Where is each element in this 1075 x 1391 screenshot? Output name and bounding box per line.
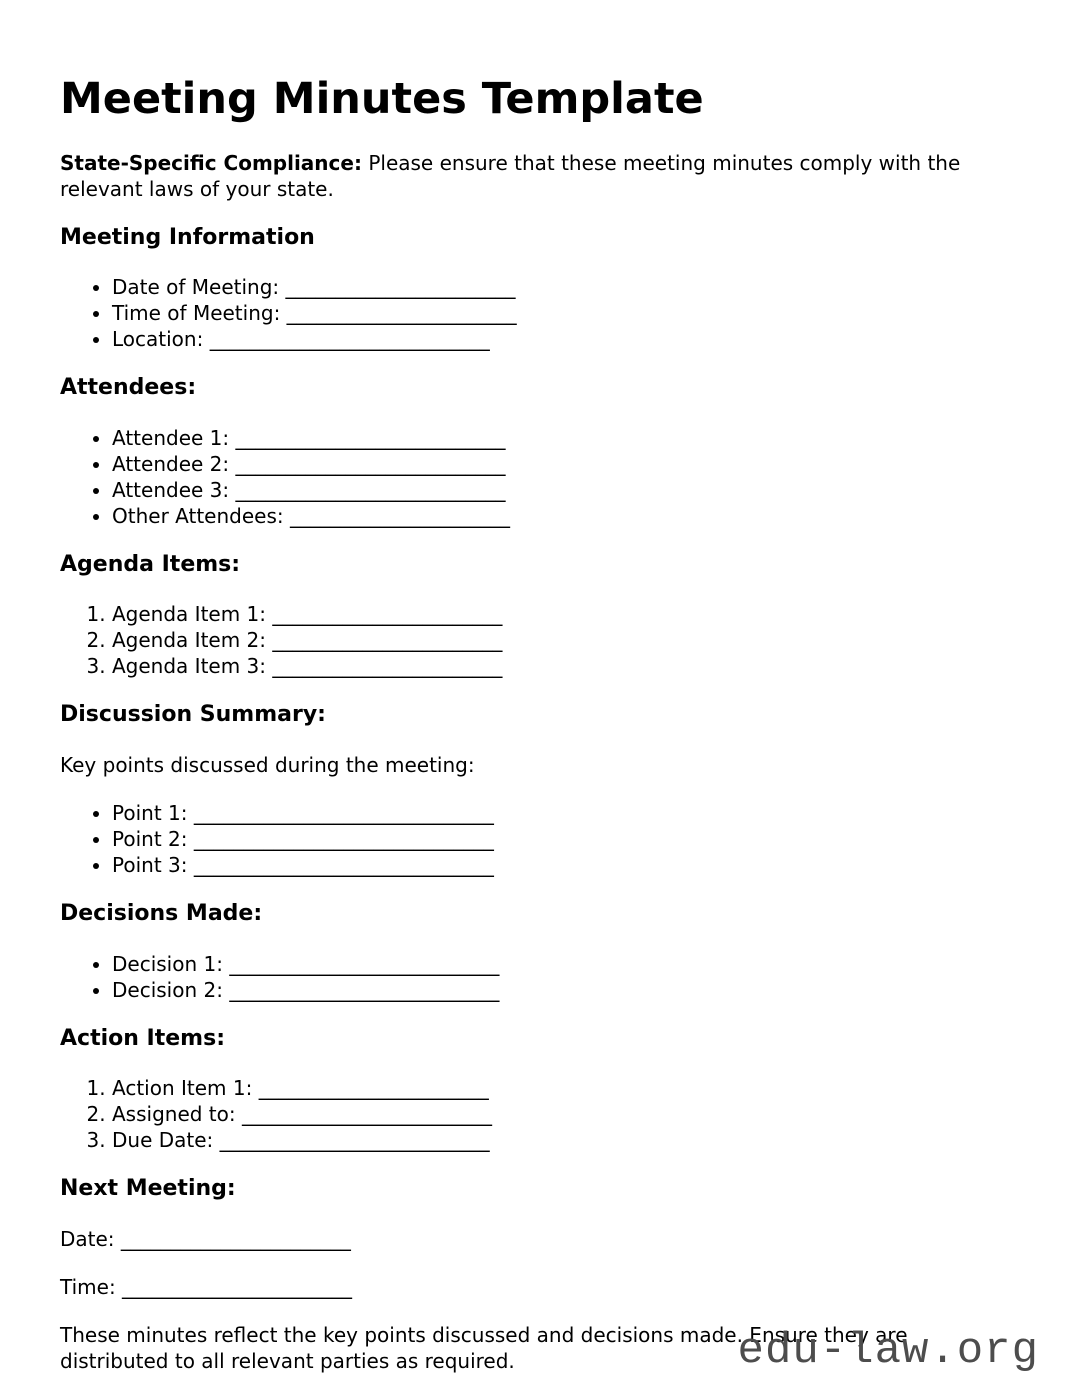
blank-line: ___________________________ — [219, 1128, 490, 1153]
field-label: Decision 1: — [112, 951, 223, 976]
agenda-items-list — [60, 601, 1015, 679]
list-item-point-2 — [112, 826, 1015, 852]
field-label: Point 2: — [112, 826, 188, 851]
blank-line: _______________________ — [258, 1076, 489, 1101]
section-heading-agenda-items: Agenda Items: — [60, 551, 241, 577]
discussion-points-list — [60, 800, 1015, 878]
blank-line: ______________________________ — [193, 800, 494, 825]
field-label: Location: — [112, 327, 204, 352]
page-title: Meeting Minutes Template — [60, 74, 704, 124]
discussion-intro: Key points discussed during the meeting: — [60, 752, 475, 777]
blank-line: ____________________________ — [209, 327, 490, 352]
list-item-assigned-to — [112, 1101, 1015, 1127]
field-label: Due Date: — [112, 1128, 214, 1153]
list-item-action-item-1 — [112, 1075, 1015, 1101]
list-item-location — [112, 326, 1015, 352]
list-item-attendee-2 — [112, 451, 1015, 477]
blank-line: _______________________ — [285, 275, 516, 300]
blank-line: ______________________________ — [193, 852, 494, 877]
blank-line: ______________________________ — [193, 826, 494, 851]
field-label: Time of Meeting: — [112, 301, 281, 326]
list-item-other-attendees — [112, 503, 1015, 529]
field-label: Decision 2: — [112, 977, 223, 1002]
field-label: Attendee 3: — [112, 477, 230, 502]
field-label: Time: — [60, 1274, 116, 1299]
blank-line: ___________________________ — [229, 951, 500, 976]
field-label: Date: — [60, 1226, 115, 1251]
field-label: Action Item 1: — [112, 1076, 253, 1101]
compliance-text: Please ensure that these meeting minutes comply with the relevant laws of your state. — [60, 150, 961, 201]
field-label: Attendee 2: — [112, 451, 230, 476]
list-item-due-date — [112, 1127, 1015, 1153]
blank-line: _______________________ — [272, 654, 503, 679]
blank-line: ___________________________ — [235, 451, 506, 476]
list-item-agenda-3 — [112, 653, 1015, 679]
blank-line: _______________________ — [122, 1274, 353, 1299]
section-heading-action-items: Action Items: — [60, 1025, 225, 1051]
list-item-time-of-meeting — [112, 300, 1015, 326]
field-label: Date of Meeting: — [112, 275, 280, 300]
field-label: Assigned to: — [112, 1102, 236, 1127]
field-label: Point 1: — [112, 800, 188, 825]
next-meeting-date — [60, 1226, 1015, 1252]
blank-line: ___________________________ — [235, 477, 506, 502]
list-item-point-1 — [112, 800, 1015, 826]
section-heading-discussion-summary: Discussion Summary: — [60, 702, 326, 728]
meeting-information-list — [60, 274, 1015, 352]
field-label: Agenda Item 2: — [112, 628, 267, 653]
blank-line: ___________________________ — [235, 425, 506, 450]
list-item-decision-2 — [112, 977, 1015, 1003]
list-item-agenda-1 — [112, 601, 1015, 627]
attendees-list — [60, 425, 1015, 529]
field-label: Point 3: — [112, 852, 188, 877]
compliance-label: State-Specific Compliance: — [60, 150, 362, 175]
footer-note: These minutes reflect the key points discussed and decisions made. Ensure they are distributed to all relevant parties as required. — [60, 1322, 908, 1373]
field-label: Agenda Item 1: — [112, 602, 267, 627]
field-label: Agenda Item 3: — [112, 654, 267, 679]
list-item-decision-1 — [112, 951, 1015, 977]
blank-line: _________________________ — [241, 1102, 492, 1127]
field-label: Other Attendees: — [112, 503, 284, 528]
blank-line: _______________________ — [272, 602, 503, 627]
list-item-point-3 — [112, 852, 1015, 878]
blank-line: ______________________ — [289, 503, 510, 528]
decisions-list — [60, 951, 1015, 1003]
watermark-edu-law-org: edu-law.org — [737, 1326, 1039, 1376]
section-heading-next-meeting: Next Meeting: — [60, 1176, 236, 1202]
blank-line: ___________________________ — [229, 977, 500, 1002]
action-items-list — [60, 1075, 1015, 1153]
compliance-note — [60, 150, 1015, 202]
field-label: Attendee 1: — [112, 425, 230, 450]
section-heading-meeting-information: Meeting Information — [60, 224, 315, 250]
blank-line: _______________________ — [286, 301, 517, 326]
list-item-agenda-2 — [112, 627, 1015, 653]
section-heading-decisions-made: Decisions Made: — [60, 900, 263, 926]
section-heading-attendees: Attendees: — [60, 375, 197, 401]
blank-line: _______________________ — [272, 628, 503, 653]
next-meeting-time — [60, 1274, 1015, 1300]
list-item-date-of-meeting — [112, 274, 1015, 300]
list-item-attendee-1 — [112, 425, 1015, 451]
list-item-attendee-3 — [112, 477, 1015, 503]
blank-line: _______________________ — [120, 1226, 351, 1251]
